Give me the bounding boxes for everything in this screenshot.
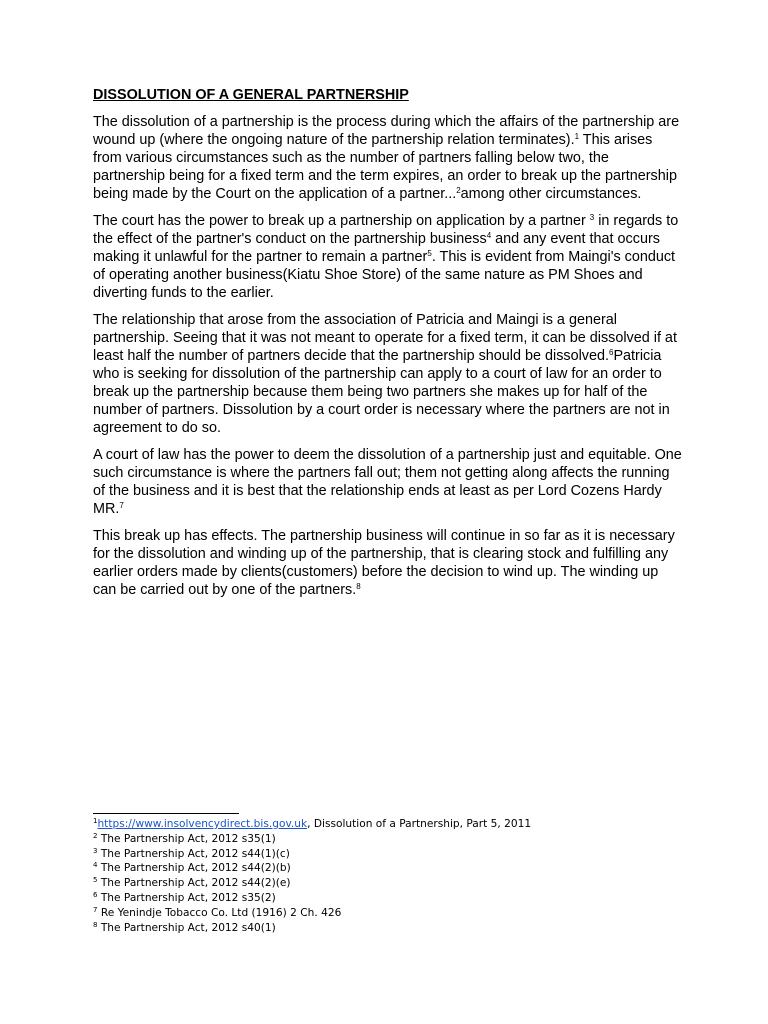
footnote-text: The Partnership Act, 2012 s44(1)(c) bbox=[97, 847, 290, 860]
footnote-number: 8 bbox=[93, 920, 98, 929]
paragraph-text: This break up has effects. The partnership business will continue in so far as it is necessary for the dissolution and winding up of the partnership, that is clearing stock and fulfilling any earlier orders made by clients(customers) before the decision to wind up. The winding up can be carried out by one of the partners. bbox=[93, 528, 675, 598]
footnote-number: 6 bbox=[93, 890, 98, 899]
footnote-number: 2 bbox=[93, 831, 98, 840]
footnote bbox=[93, 906, 693, 921]
paragraph bbox=[93, 311, 683, 437]
paragraph-text: Patricia who is seeking for dissolution of the partnership can apply to a court of law for an order to break up the partnership because them being two partners she makes up for half of the number of partners. Dissolution by a court order is necessary where the partners are not in agreement to do so. bbox=[93, 348, 670, 436]
paragraph-text: among other circumstances. bbox=[460, 186, 642, 202]
footnote-reference[interactable]: 1 bbox=[574, 132, 580, 141]
paragraph bbox=[93, 446, 683, 518]
footnote-reference[interactable]: 3 bbox=[589, 213, 595, 222]
footnote-separator bbox=[93, 813, 239, 814]
paragraphs bbox=[93, 113, 683, 599]
paragraph bbox=[93, 113, 683, 203]
footnote bbox=[93, 921, 693, 936]
paragraph bbox=[93, 212, 683, 302]
paragraph-text: This arises from various circumstances such as the number of partners falling below two, the partnership being for a fixed term and the term expires, an order to break up the partnership being made by the Court on the application of a partner... bbox=[93, 132, 677, 202]
paragraph-text: in regards to the effect of the partner's conduct on the partnership business bbox=[93, 213, 679, 247]
paragraph-text: The court has the power to break up a partnership on application by a partner bbox=[93, 213, 590, 229]
footnote-number: 5 bbox=[93, 876, 98, 885]
paragraph-text: The relationship that arose from the association of Patricia and Maingi is a general partnership. Seeing that it was not meant to operate for a fixed term, it can be dissolved if at least half the number of partners decide that the partnership should be dissolved. bbox=[93, 312, 677, 364]
footnote bbox=[93, 817, 693, 832]
footnote-reference[interactable]: 2 bbox=[456, 186, 461, 195]
footnote-reference[interactable]: 5 bbox=[427, 249, 432, 258]
footnote-text: The Partnership Act, 2012 s40(1) bbox=[97, 921, 276, 934]
footnote-text: The Partnership Act, 2012 s35(1) bbox=[97, 832, 276, 845]
footnote-text: , Dissolution of a Partnership, Part 5, 2011 bbox=[307, 818, 532, 830]
footnote-number: 4 bbox=[93, 861, 98, 870]
footnote bbox=[93, 861, 693, 876]
footnote-text: The Partnership Act, 2012 s44(2)(e) bbox=[97, 877, 291, 890]
footnote-reference[interactable]: 8 bbox=[356, 582, 361, 591]
footnote-link[interactable]: https://www.insolvencydirect.bis.gov.uk bbox=[97, 818, 308, 830]
paragraph-text: The dissolution of a partnership is the process during which the affairs of the partnership are wound up (where the ongoing nature of the partnership relation terminates). bbox=[93, 114, 680, 148]
document-body bbox=[93, 86, 683, 608]
footnote bbox=[93, 876, 693, 891]
footnote-number: 1 bbox=[93, 817, 98, 825]
paragraph-text: . This is evident from Maingi's conduct of operating another business(Kiatu Shoe Store) of the same nature as PM Shoes and diverting funds to the earlier. bbox=[93, 249, 676, 301]
paragraph-text: and any event that occurs making it unlawful for the partner to remain a partner bbox=[93, 231, 660, 265]
footnote-text: Re Yenindje Tobacco Co. Ltd (1916) 2 Ch. 426 bbox=[97, 906, 342, 919]
footnote-reference[interactable]: 4 bbox=[486, 231, 492, 240]
footnote bbox=[93, 891, 693, 906]
footnote-number: 3 bbox=[93, 846, 98, 855]
footnote-text: The Partnership Act, 2012 s35(2) bbox=[97, 891, 276, 904]
document-title: DISSOLUTION OF A GENERAL PARTNERSHIP bbox=[93, 87, 409, 103]
footnote-number: 7 bbox=[93, 905, 98, 914]
paragraph-text: A court of law has the power to deem the dissolution of a partnership just and equitable. One such circumstance is where the partners fall out; them not getting along affects the running of the business and it is best that the relationship ends at least as per Lord Cozens Hardy MR. bbox=[93, 447, 682, 517]
footnotes bbox=[93, 813, 693, 935]
footnote-reference[interactable]: 6 bbox=[608, 348, 614, 357]
footnote bbox=[93, 832, 693, 847]
footnote-text: The Partnership Act, 2012 s44(2)(b) bbox=[97, 862, 291, 875]
footnote bbox=[93, 847, 693, 862]
paragraph bbox=[93, 527, 683, 599]
footnote-list bbox=[93, 817, 693, 935]
footnote-reference[interactable]: 7 bbox=[119, 501, 124, 510]
